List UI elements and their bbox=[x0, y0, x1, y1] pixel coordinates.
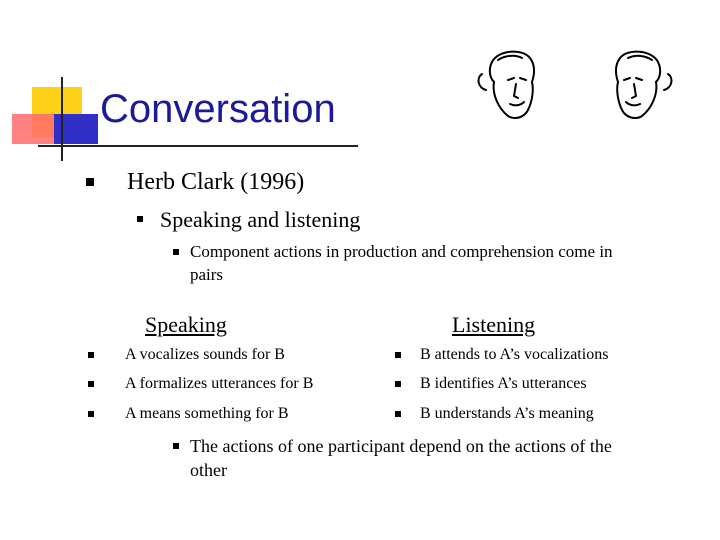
bullet-component-actions: Component actions in production and comprehension come in pairs bbox=[190, 242, 613, 284]
bullet-listening-3 bbox=[395, 411, 401, 417]
title-decoration-red bbox=[12, 114, 56, 144]
bullet-speaking-2 bbox=[88, 381, 94, 387]
bullet-listening-2 bbox=[395, 381, 401, 387]
conclusion-text: The actions of one participant depend on the actions of the other bbox=[190, 436, 612, 480]
bullet-l3 bbox=[173, 249, 179, 255]
bullet-speaking-3 bbox=[88, 411, 94, 417]
listening-item: B identifies A’s utterances bbox=[420, 375, 587, 392]
head-left-icon bbox=[470, 44, 550, 124]
head-right-icon bbox=[600, 44, 680, 124]
header-listening: Listening bbox=[452, 312, 536, 337]
title-decoration-vline bbox=[61, 77, 63, 161]
slide-title: Conversation bbox=[100, 87, 336, 131]
speaking-item: A vocalizes sounds for B bbox=[125, 346, 285, 363]
header-speaking: Speaking bbox=[145, 312, 227, 337]
bullet-l2 bbox=[137, 216, 143, 222]
speaking-item: A means something for B bbox=[125, 405, 289, 422]
listening-item: B attends to A’s vocalizations bbox=[420, 346, 609, 363]
bullet-herb-clark: Herb Clark (1996) bbox=[127, 169, 305, 195]
title-underline bbox=[38, 145, 358, 147]
listening-item: B understands A’s meaning bbox=[420, 405, 594, 422]
bullet-listening-1 bbox=[395, 352, 401, 358]
bullet-speaking-1 bbox=[88, 352, 94, 358]
bullet-speaking-listening: Speaking and listening bbox=[160, 207, 361, 232]
bullet-l1 bbox=[86, 178, 94, 186]
speaking-item: A formalizes utterances for B bbox=[125, 375, 314, 392]
bullet-conclusion bbox=[173, 443, 179, 449]
